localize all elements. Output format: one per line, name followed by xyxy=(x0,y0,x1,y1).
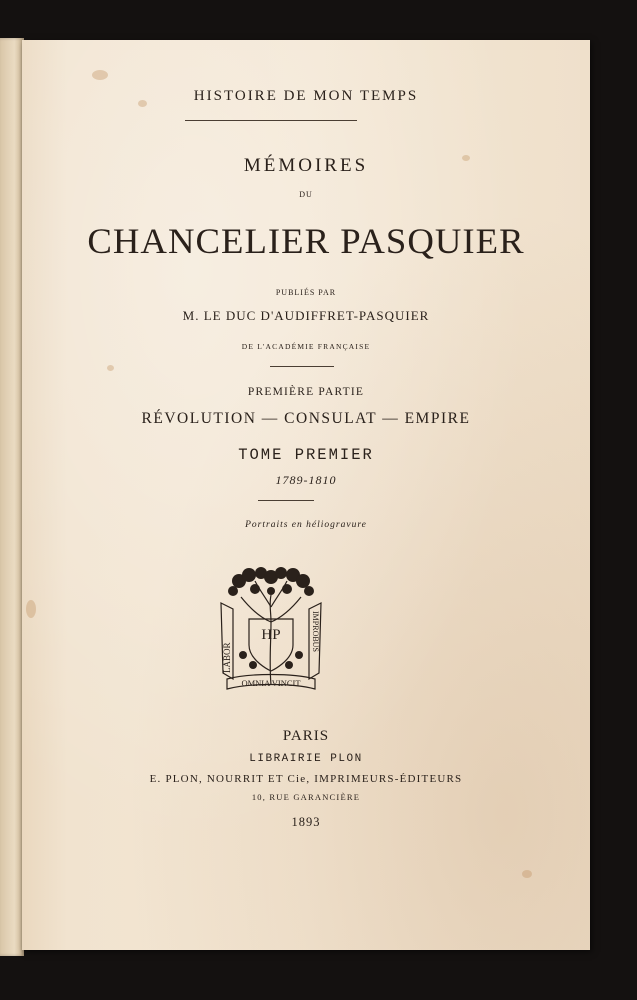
volume-years: 1789-1810 xyxy=(275,473,337,487)
heading-memoires: MÉMOIRES xyxy=(243,155,369,176)
published-by: PUBLIÉS PAR xyxy=(275,288,337,297)
imprint-printers: E. PLON, NOURRIT ET Cie, IMPRIMEURS-ÉDITEURS xyxy=(149,773,463,785)
volume-label: TOME PREMIER xyxy=(238,446,374,464)
subtitle: RÉVOLUTION — CONSULAT — EMPIRE xyxy=(141,410,471,427)
emblem-banner-left: LABOR xyxy=(222,642,232,673)
heading-du: DU xyxy=(299,190,313,199)
editor-affiliation: DE L'ACADÉMIE FRANÇAISE xyxy=(241,342,371,351)
emblem-banner-right: IMPROBUS xyxy=(311,611,320,652)
title-page xyxy=(22,40,590,950)
divider-rule xyxy=(258,500,314,501)
divider-rule xyxy=(185,120,357,121)
imprint-address: 10, RUE GARANCIÈRE xyxy=(251,792,361,802)
foxing-spot xyxy=(26,600,36,618)
imprint-city: PARIS xyxy=(282,728,330,744)
foxing-spot xyxy=(522,870,532,878)
imprint-year: 1893 xyxy=(291,815,321,829)
foxing-spot xyxy=(107,365,114,371)
foxing-spot xyxy=(92,70,108,80)
emblem-monogram: HP xyxy=(261,627,281,643)
publisher-emblem-icon xyxy=(219,567,323,695)
divider-rule xyxy=(270,366,334,367)
previous-page-edge xyxy=(0,38,24,956)
imprint-publisher: LIBRAIRIE PLON xyxy=(249,753,363,765)
series-title: HISTOIRE DE MON TEMPS xyxy=(193,88,419,104)
main-title: CHANCELIER PASQUIER xyxy=(87,221,525,261)
part-label: PREMIÈRE PARTIE xyxy=(247,386,365,398)
editor-name: M. LE DUC D'AUDIFFRET-PASQUIER xyxy=(182,308,430,323)
emblem-banner-bottom: OMNIA VINCIT xyxy=(241,678,301,688)
illustrations-note: Portraits en héliogravure xyxy=(245,520,367,530)
